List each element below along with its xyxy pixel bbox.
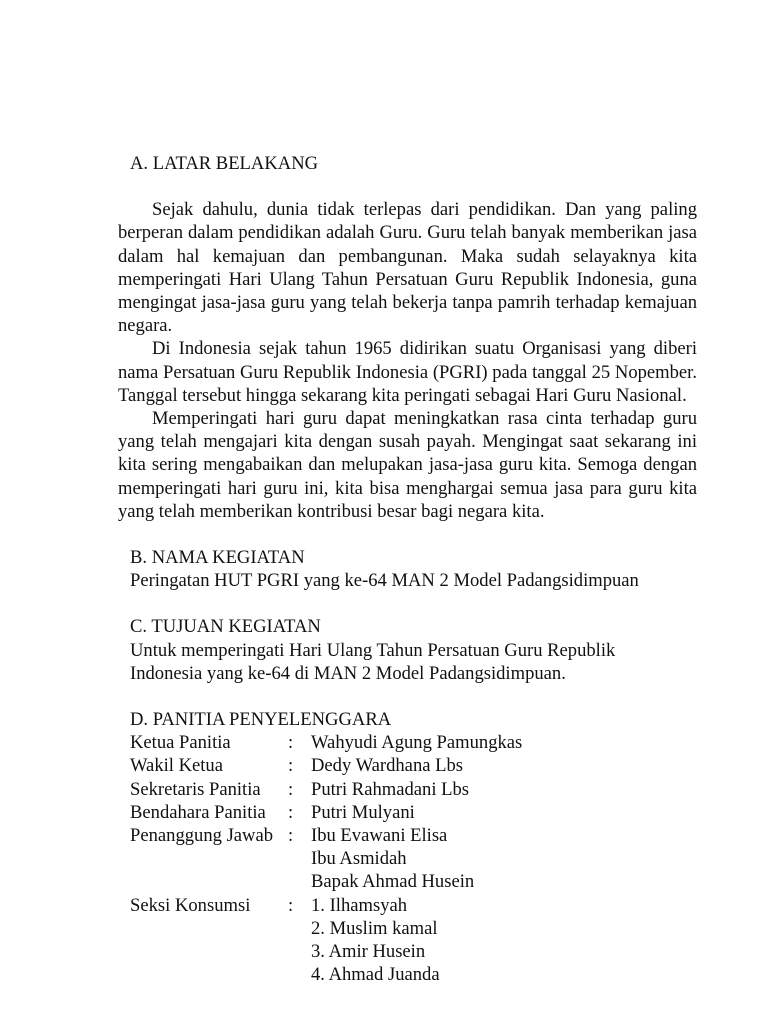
committee-row [130, 894, 697, 987]
role-label: Sekretaris Panitia [130, 778, 261, 800]
section-d-heading: D. PANITIA PENYELENGGARA [130, 709, 392, 731]
member-name: Wahyudi Agung Pamungkas [311, 732, 523, 754]
separator: : [288, 778, 294, 800]
member-name: Putri Mulyani [311, 801, 415, 823]
member-name: Dedy Wardhana Lbs [311, 755, 464, 777]
separator: : [288, 732, 294, 754]
section-b-heading: B. NAMA KEGIATAN [130, 547, 305, 569]
member-name: Ibu Evawani Elisa [311, 825, 448, 847]
background-paragraph-1: Sejak dahulu, dunia tidak terlepas dari pendidikan. Dan yang paling berperan dalam pendidikan adalah Guru. Guru telah banyak memberikan jasa dalam hal kemajuan dan pembangunan. Maka sudah selayaknya kita memperingati Hari Ulang Tahun Persatuan Guru Republik Indonesia, guna mengingat jasa-jasa guru yang telah bekerja tanpa pamrih terhadap kemajuan negara. [118, 199, 697, 337]
member-name: Putri Rahmadani Lbs [311, 778, 470, 800]
separator: : [288, 755, 294, 777]
member-list [311, 894, 440, 987]
committee-row [130, 824, 697, 894]
role-label: Seksi Konsumsi [130, 894, 251, 916]
role-label: Penanggung Jawab [130, 825, 274, 847]
member-name: Ibu Asmidah [311, 848, 407, 870]
background-paragraph-3: Memperingati hari guru dapat meningkatkan rasa cinta terhadap guru yang telah mengajari kita dengan susah payah. Mengingat saat sekarang ini kita sering mengabaikan dan melupakan jasa-jasa guru kita. Semoga dengan memperingati hari guru ini, kita bisa menghargai semua jasa para guru kita yang telah memberikan kontribusi besar bagi negara kita. [118, 408, 697, 522]
section-c-heading: C. TUJUAN KEGIATAN [130, 616, 321, 638]
member-name: 1. Ilhamsyah [311, 894, 408, 916]
member-list [311, 824, 474, 894]
section-a-heading: A. LATAR BELAKANG [130, 153, 319, 174]
committee-row [130, 754, 697, 777]
member-name: Bapak Ahmad Husein [311, 871, 475, 893]
separator: : [288, 801, 294, 823]
committee-row [130, 801, 697, 824]
committee-row [130, 778, 697, 801]
activity-purpose-line-2: Indonesia yang ke-64 di MAN 2 Model Padangsidimpuan. [130, 662, 566, 684]
background-paragraph-2: Di Indonesia sejak tahun 1965 didirikan suatu Organisasi yang diberi nama Persatuan Guru Republik Indonesia (PGRI) pada tanggal 25 Nopember. Tanggal tersebut hingga sekarang kita peringati sebagai Hari Guru Nasional. [118, 338, 697, 406]
separator: : [288, 825, 294, 847]
role-label: Ketua Panitia [130, 732, 231, 754]
role-label: Bendahara Panitia [130, 801, 266, 823]
document-page [118, 152, 697, 987]
activity-purpose-line-1: Untuk memperingati Hari Ulang Tahun Persatuan Guru Republik [130, 639, 616, 661]
role-label: Wakil Ketua [130, 755, 223, 777]
separator: : [288, 894, 294, 916]
member-name: 4. Ahmad Juanda [311, 964, 440, 986]
committee-row [130, 731, 697, 754]
activity-name: Peringatan HUT PGRI yang ke-64 MAN 2 Model Padangsidimpuan [130, 570, 639, 592]
member-name: 3. Amir Husein [311, 941, 426, 963]
member-name: 2. Muslim kamal [311, 917, 438, 939]
